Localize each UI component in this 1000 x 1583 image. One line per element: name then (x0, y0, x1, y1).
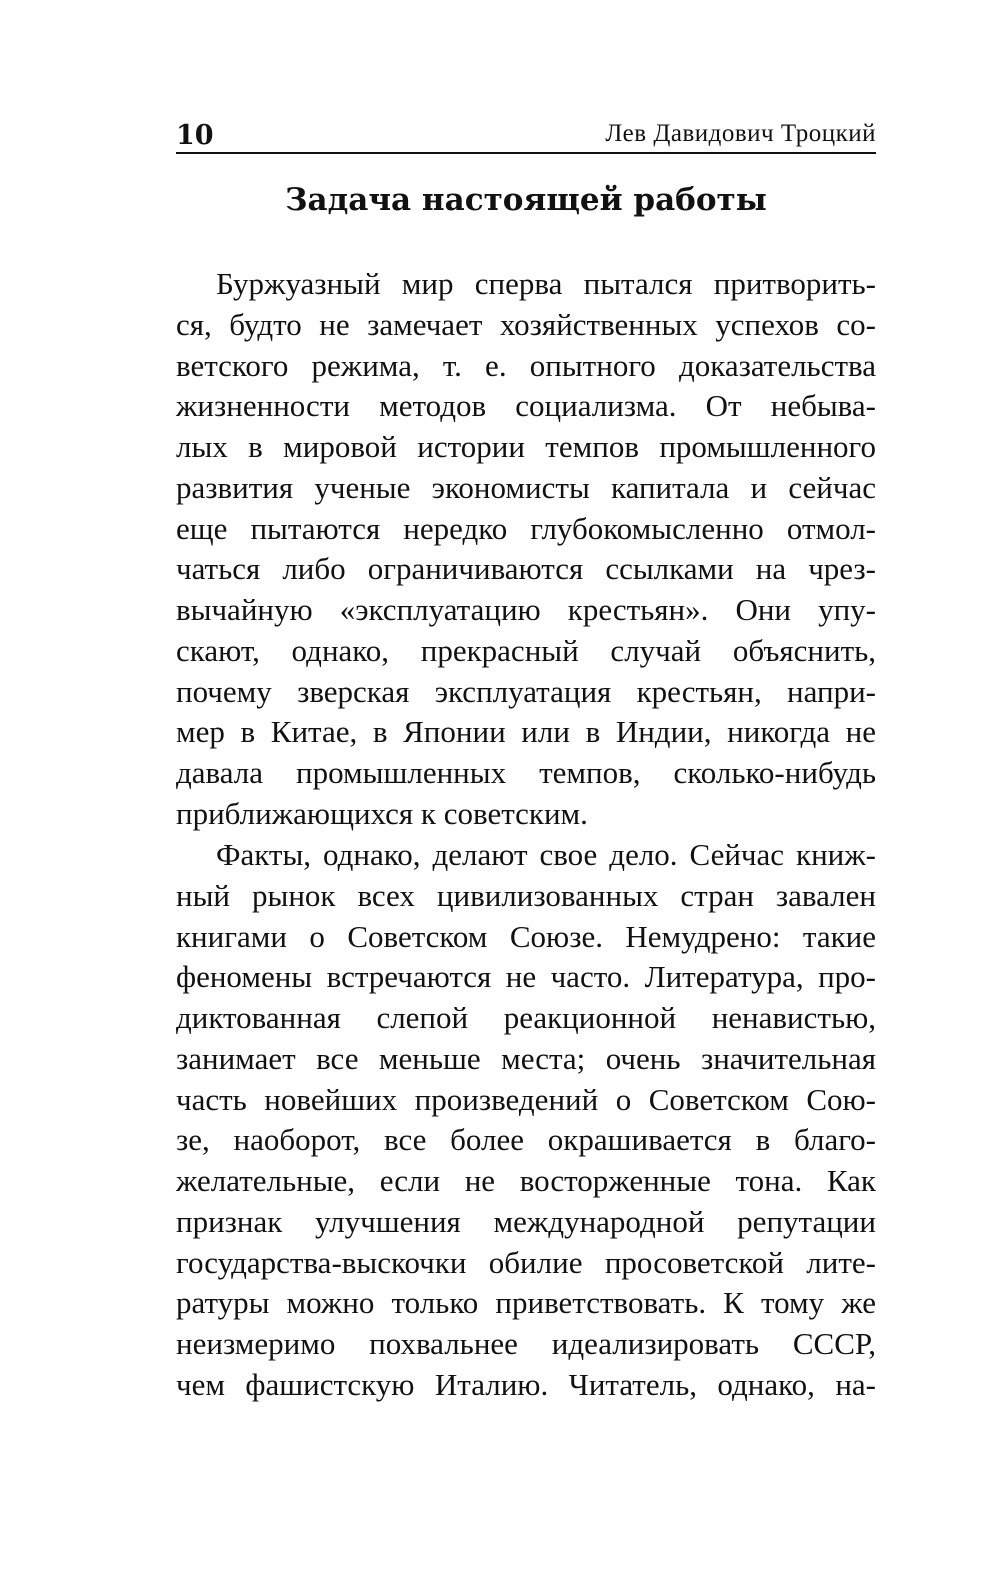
text-line: ратуры можно только приветствовать. К тому же (176, 1285, 876, 1321)
text-line: зе, наоборот, все более окрашивается в благо- (176, 1122, 876, 1158)
text-line: желательные, если не восторженные тона. Как (176, 1163, 876, 1198)
paragraph-1 (176, 264, 876, 835)
text-line: книгами о Советском Союзе. Немудрено: такие (176, 918, 876, 954)
text-line: мер в Китае, в Японии или в Индии, никогда не (176, 714, 876, 750)
text-line: часть новейших произведений о Советском Сою- (176, 1081, 876, 1117)
text-line: занимает все меньше места; очень значительная (176, 1040, 876, 1076)
text-line: еще пытаются нередко глубокомысленно отмол- (176, 510, 876, 546)
text-line: ный рынок всех цивилизованных стран завален (176, 877, 876, 913)
page-header (176, 116, 876, 154)
running-head-author: Лев Давидович Троцкий (605, 120, 876, 147)
text-line: давала промышленных темпов, сколько-нибудь (176, 755, 876, 790)
text-line: чаться либо ограничиваются ссылками на чрез- (176, 551, 876, 587)
page-number: 10 (176, 120, 214, 151)
paragraph-2 (176, 835, 876, 1406)
text-line: неизмеримо похвальнее идеализировать СССР, (176, 1326, 876, 1361)
text-line: приближающихся к советским. (176, 795, 588, 831)
text-line: почему зверская эксплуатация крестьян, напри- (176, 673, 876, 709)
text-line: лых в мировой истории темпов промышленного (176, 429, 876, 464)
text-line: феномены встречаются не часто. Литература, про- (176, 959, 876, 995)
text-line: ся, будто не замечает хозяйственных успехов со- (176, 306, 876, 342)
text-line: вычайную «эксплуатацию крестьян». Они упу- (176, 592, 876, 627)
text-line: развития ученые экономисты капитала и сейчас (176, 469, 876, 505)
text-line: жизненности методов социализма. От небыва- (176, 388, 876, 424)
text-line: скают, однако, прекрасный случай объяснить, (176, 632, 876, 668)
text-line: государства-выскочки обилие просоветской лите- (176, 1244, 876, 1280)
text-line: диктованная слепой реакционной ненавистью, (176, 1000, 876, 1035)
text-line: Факты, однако, делают свое дело. Сейчас книж- (216, 837, 876, 872)
text-line: признак улучшения международной репутации (176, 1203, 876, 1239)
text-line: чем фашистскую Италию. Читатель, однако, на- (176, 1366, 876, 1402)
text-line: Буржуазный мир сперва пытался притворить- (216, 266, 876, 301)
chapter-title: Задача настоящей работы (285, 182, 767, 218)
text-line: ветского режима, т. е. опытного доказательства (176, 347, 876, 383)
